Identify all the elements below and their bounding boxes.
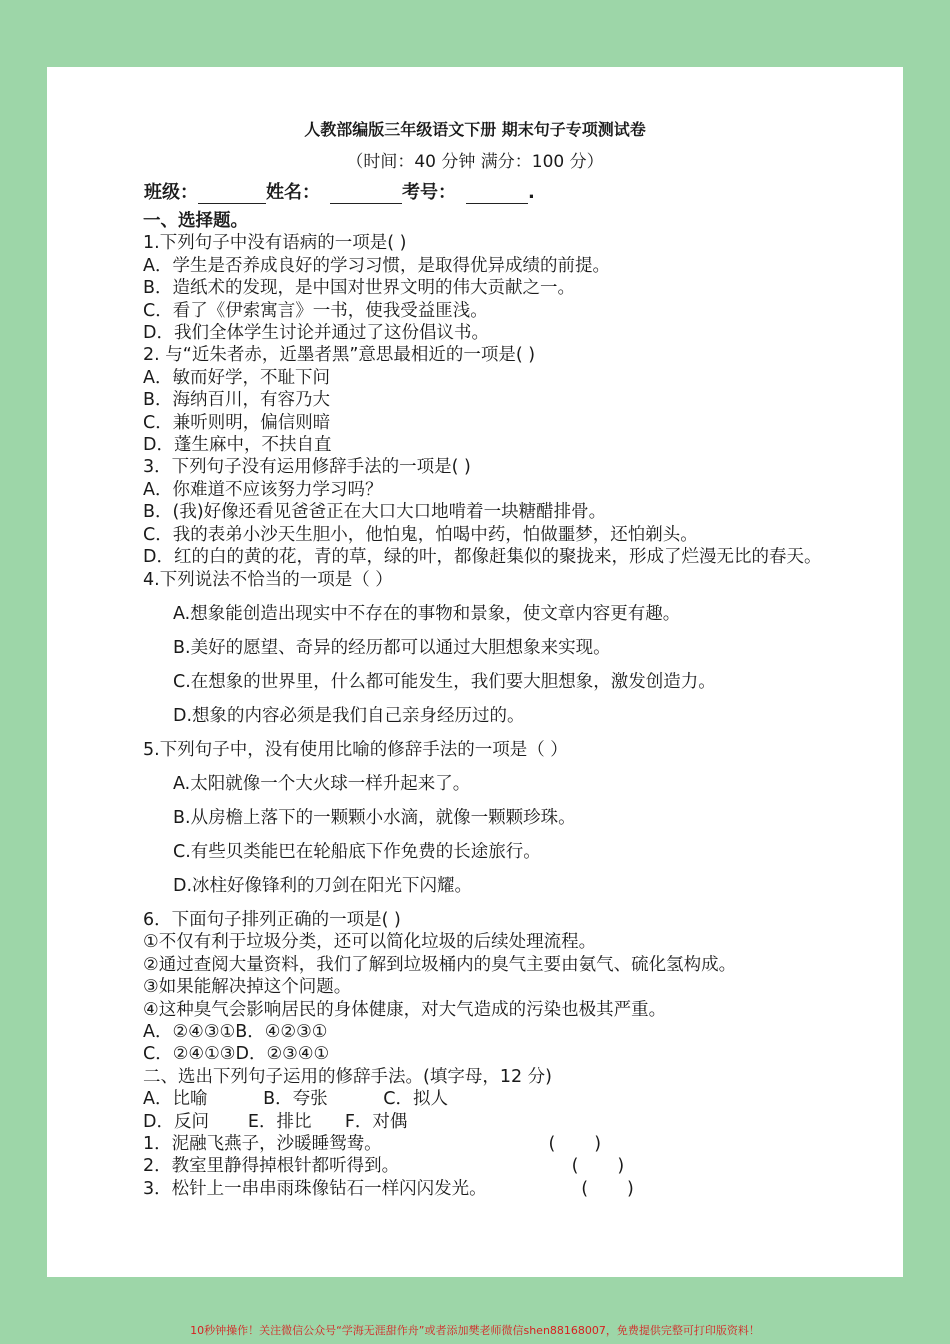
- question-5-option-a: A.太阳就像一个大火球一样升起来了。: [173, 773, 471, 794]
- section-2-options-row-2: D．反问 E．排比 F．对偶: [143, 1111, 408, 1132]
- question-3-option-b: B．(我)好像还看见爸爸正在大口大口地啃着一块糖醋排骨。: [143, 502, 607, 523]
- section-2-item-3: 3．松针上一串串雨珠像钻石一样闪闪发光。 ( ): [143, 1178, 634, 1199]
- question-3-option-a: A．你难道不应该努力学习吗？: [143, 479, 383, 500]
- student-info-row: [144, 178, 535, 204]
- question-3-option-c: C．我的表弟小沙天生胆小，他怕鬼，怕喝中药，怕做噩梦，还怕剃头。: [143, 524, 698, 545]
- question-1-option-d: D．我们全体学生讨论并通过了这份倡议书。: [143, 323, 489, 344]
- question-4-option-c: C.在想象的世界里，什么都可能发生，我们要大胆想象，激发创造力。: [173, 671, 716, 692]
- question-content: [143, 210, 883, 1200]
- question-5-option-c: C.有些贝类能巴在轮船底下作免费的长途旅行。: [173, 841, 541, 862]
- end-mark: .: [528, 182, 535, 203]
- section-2-options-row-1: A．比喻 B．夸张 C．拟人: [143, 1089, 448, 1110]
- question-1-stem: 1.下列句子中没有语病的一项是( ): [143, 233, 407, 254]
- question-1-option-b: B．造纸术的发现，是中国对世界文明的伟大贡献之一。: [143, 278, 576, 299]
- question-3-option-d: D．红的白的黄的花，青的草，绿的叶，都像赶集似的聚拢来，形成了烂漫无比的春天。: [143, 547, 822, 568]
- question-3-stem: 3．下列句子没有运用修辞手法的一项是( ): [143, 457, 471, 478]
- question-1-option-a: A．学生是否养成良好的学习习惯，是取得优异成绩的前提。: [143, 255, 610, 276]
- footer-notice: 10秒钟操作！关注微信公众号“学海无涯甜作舟”或者添加樊老师微信shen88168007，免费提供完整可打印版资料！: [190, 1324, 760, 1337]
- section-2-item-1: 1．泥融飞燕子，沙暖睡鸳鸯。 ( ): [143, 1133, 602, 1154]
- question-4-option-b: B.美好的愿望、奇异的经历都可以通过大胆想象来实现。: [173, 637, 611, 658]
- exam-time-info: （时间：40 分钟 满分：100 分）: [346, 152, 604, 172]
- question-6-sentence-2: ②通过查阅大量资料，我们了解到垃圾桶内的臭气主要由氨气、硫化氢构成。: [143, 954, 737, 975]
- question-4-option-a: A.想象能创造出现实中不存在的事物和景象，使文章内容更有趣。: [173, 603, 681, 624]
- question-5-option-d: D.冰柱好像锋利的刀剑在阳光下闪耀。: [173, 875, 473, 896]
- question-6-options-ab: A．②④③①B．④②③①: [143, 1021, 328, 1042]
- question-1-option-c: C．看了《伊索寓言》一书，使我受益匪浅。: [143, 300, 488, 321]
- question-5-stem: 5.下列句子中，没有使用比喻的修辞手法的一项是（ ）: [143, 739, 568, 760]
- class-blank: [198, 185, 266, 204]
- question-2-stem: 2. 与“近朱者赤，近墨者黑”意思最相近的一项是( ): [143, 345, 536, 366]
- number-blank: [466, 185, 528, 204]
- question-2-option-a: A．敏而好学，不耻下问: [143, 367, 330, 388]
- section-2-item-2: 2．教室里静得掉根针都听得到。 ( ): [143, 1156, 625, 1177]
- section-2-title: 二、选出下列句子运用的修辞手法。(填字母，12 分): [143, 1066, 552, 1087]
- class-label: 班级：: [144, 182, 198, 203]
- question-2-option-b: B．海纳百川，有容乃大: [143, 390, 331, 411]
- section-1-title: 一、选择题。: [143, 211, 248, 231]
- question-6-sentence-1: ①不仅有利于垃圾分类，还可以简化垃圾的后续处理流程。: [143, 932, 597, 953]
- page-title: 人教部编版三年级语文下册 期末句子专项测试卷: [304, 120, 646, 139]
- question-2-option-d: D．蓬生麻中，不扶自直: [143, 435, 332, 456]
- name-label: 姓名：: [266, 182, 320, 203]
- question-6-sentence-3: ③如果能解决掉这个问题。: [143, 977, 352, 998]
- question-4-stem: 4.下列说法不恰当的一项是（ ）: [143, 569, 393, 590]
- number-label: 考号：: [402, 182, 456, 203]
- exam-paper: [47, 67, 903, 1277]
- name-blank: [330, 185, 402, 204]
- question-4-option-d: D.想象的内容必须是我们自己亲身经历过的。: [173, 705, 525, 726]
- question-5-option-b: B.从房檐上落下的一颗颗小水滴，就像一颗颗珍珠。: [173, 807, 576, 828]
- question-6-stem: 6．下面句子排列正确的一项是( ): [143, 909, 401, 930]
- question-6-options-cd: C．②④①③D．②③④①: [143, 1044, 330, 1065]
- question-2-option-c: C．兼听则明，偏信则暗: [143, 412, 331, 433]
- question-6-sentence-4: ④这种臭气会影响居民的身体健康，对大气造成的污染也极其严重。: [143, 999, 667, 1020]
